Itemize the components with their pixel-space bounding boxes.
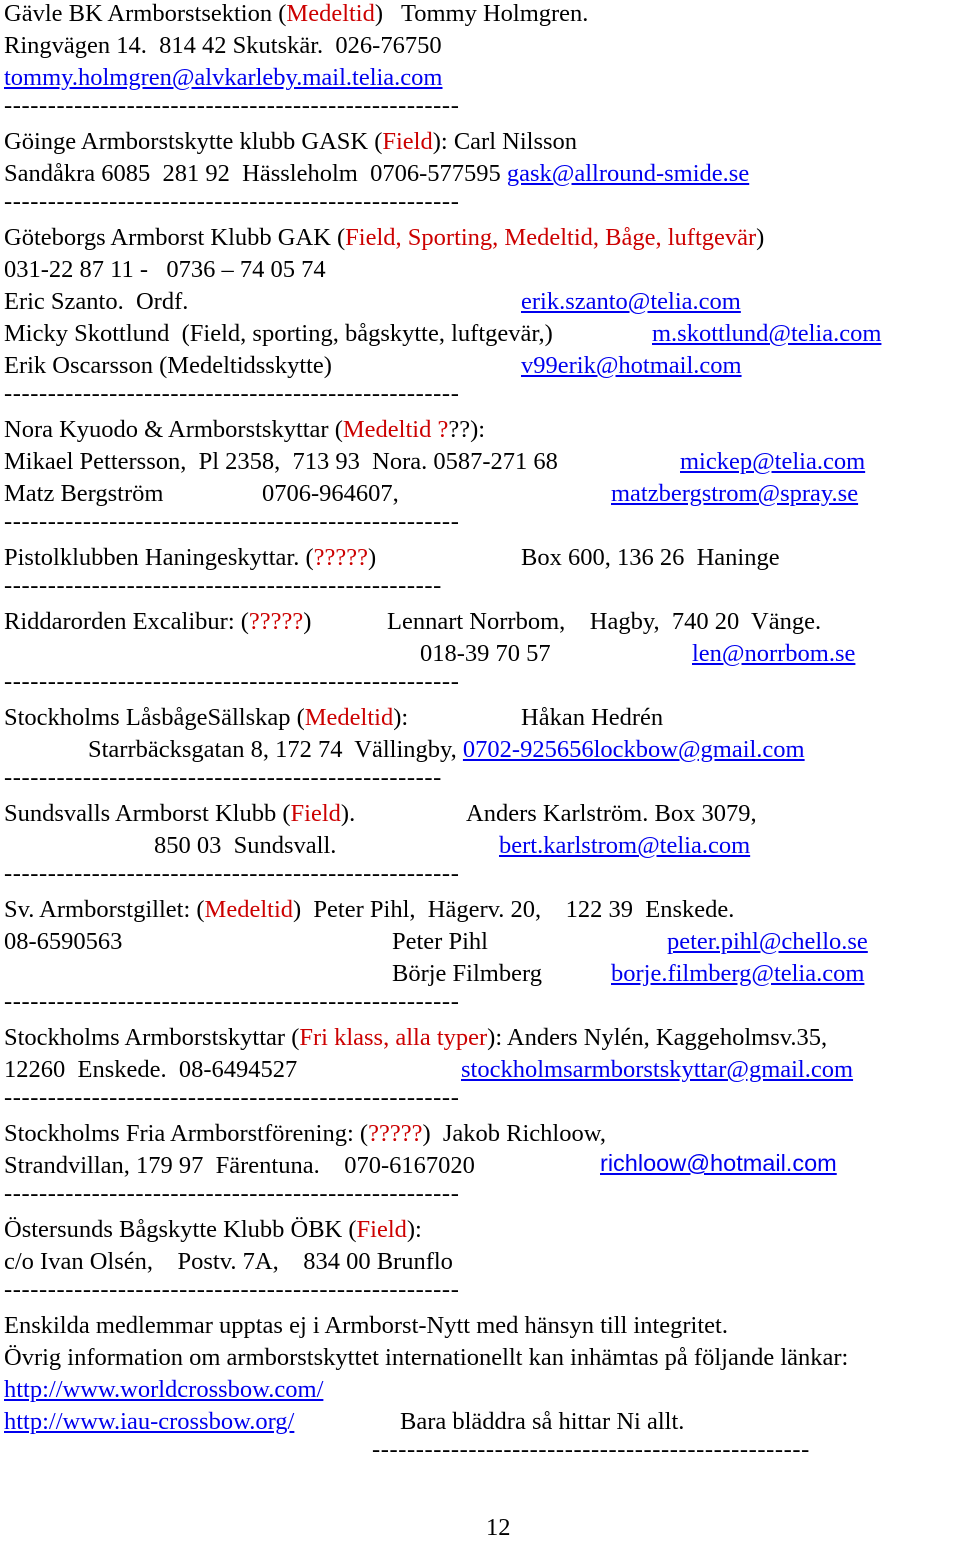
separator: ---------------------------------------------------- [4,988,460,1015]
separator: -------------------------------------------------- [372,1436,810,1463]
separator: ---------------------------------------------------- [4,1276,460,1303]
club-fria-title: Stockholms Fria Armborstförening: (?????) Jakob Richloow, [4,1120,606,1147]
separator: ---------------------------------------------------- [4,1084,460,1111]
club-gak-contact-2-email-link[interactable]: m.skottlund@telia.com [652,320,882,347]
separator: ---------------------------------------------------- [4,860,460,887]
club-lasbage-address: Starrbäcksgatan 8, 172 74 Vällingby, 0702-925656lockbow@gmail.com [88,736,805,763]
separator: -------------------------------------------------- [4,572,442,599]
club-stockholms-armborstskyttar-title: Stockholms Armborstskyttar (Fri klass, alla typer): Anders Nylén, Kaggeholmsv.35, [4,1024,828,1051]
club-gak-contact-3-email-link[interactable]: v99erik@hotmail.com [521,352,742,379]
club-excalibur-contact: Lennart Norrbom, Hagby, 740 20 Vänge. [387,608,822,635]
separator: ---------------------------------------------------- [4,668,460,695]
club-sundsvall-city: 850 03 Sundsvall. [154,832,337,859]
club-fria-address: Strandvillan, 179 97 Färentuna. 070-6167020 [4,1152,475,1179]
club-nora-title: Nora Kyuodo & Armborstskyttar (Medeltid ???): [4,416,486,443]
club-obk-title: Östersunds Bågskytte Klubb ÖBK (Field): [4,1216,422,1243]
club-armborstgillet-contact-2-email-link[interactable]: borje.filmberg@telia.com [611,960,865,987]
club-sundsvall-title: Sundsvalls Armborst Klubb (Field). [4,800,356,827]
club-gavle-email-row [4,66,443,91]
club-armborstgillet-title: Sv. Armborstgillet: (Medeltid) Peter Pihl, Hägerv. 20, 122 39 Enskede. [4,896,735,923]
club-gask-address: Sandåkra 6085 281 92 Hässleholm 0706-577595 gask@allround-smide.se [4,160,750,187]
footer-info: Övrig information om armborstskyttet internationellt kan inhämtas på följande länkar: [4,1344,849,1371]
separator: ---------------------------------------------------- [4,380,460,407]
club-excalibur-title: Riddarorden Excalibur: (?????) [4,608,312,635]
worldcrossbow-link[interactable]: http://www.worldcrossbow.com/ [4,1376,324,1403]
separator: ---------------------------------------------------- [4,508,460,535]
club-lasbage-contact: Håkan Hedrén [521,704,664,731]
club-gak-title: Göteborgs Armborst Klubb GAK (Field, Sporting, Medeltid, Båge, luftgevär) [4,224,765,251]
footer-note: Enskilda medlemmar upptas ej i Armborst-Nytt med hänsyn till integritet. [4,1312,728,1339]
footer-link-row-2 [4,1410,294,1435]
club-gask-email-link[interactable]: gask@allround-smide.se [506,160,750,187]
club-stockholms-armborstskyttar-email-link[interactable]: stockholmsarmborstskyttar@gmail.com [461,1056,854,1083]
club-gak-contact-3: Erik Oscarsson (Medeltidsskytte) [4,352,332,379]
club-lasbage-email-link[interactable]: 0702-925656lockbow@gmail.com [462,736,805,763]
iau-crossbow-link[interactable]: http://www.iau-crossbow.org/ [4,1408,295,1435]
club-lasbage-title: Stockholms LåsbågeSällskap (Medeltid): [4,704,409,731]
club-gak-chair: Eric Szanto. Ordf. [4,288,189,315]
club-haninge-title: Pistolklubben Haningeskyttar. (?????) [4,544,377,571]
separator: ---------------------------------------------------- [4,92,460,119]
club-armborstgillet-contact-1: Peter Pihl [392,928,488,955]
club-gavle-email-link[interactable]: tommy.holmgren@alvkarleby.mail.telia.com [4,64,443,91]
club-nora-contact-2-email-link[interactable]: matzbergstrom@spray.se [611,480,859,507]
page-number: 12 [486,1514,511,1541]
separator: -------------------------------------------------- [4,764,442,791]
club-armborstgillet-contact-2: Börje Filmberg [392,960,542,987]
club-nora-contact-2: Matz Bergström [4,480,164,507]
club-nora-contact-2-phone: 0706-964607, [262,480,399,507]
footer-link-row-1 [4,1378,323,1403]
club-gavle-title: Gävle BK Armborstsektion (Medeltid) Tommy Holmgren. [4,0,589,27]
club-gask-title: Göinge Armborstskytte klubb GASK (Field): Carl Nilsson [4,128,578,155]
club-gak-chair-email-link[interactable]: erik.szanto@telia.com [521,288,741,315]
club-gak-contact-2: Micky Skottlund (Field, sporting, bågskytte, luftgevär,) [4,320,553,347]
club-haninge-address: Box 600, 136 26 Haninge [521,544,780,571]
club-sundsvall-email-link[interactable]: bert.karlstrom@telia.com [499,832,751,859]
club-obk-address: c/o Ivan Olsén, Postv. 7A, 834 00 Brunflo [4,1248,453,1275]
club-nora-contact-1-email-link[interactable]: mickep@telia.com [680,448,866,475]
club-armborstgillet-contact-1-email-link[interactable]: peter.pihl@chello.se [667,928,868,955]
club-gavle-address: Ringvägen 14. 814 42 Skutskär. 026-76750 [4,32,442,59]
club-armborstgillet-phone: 08-6590563 [4,928,123,955]
club-excalibur-phone: 018-39 70 57 [420,640,551,667]
footer-tail-text: Bara bläddra så hittar Ni allt. [400,1408,685,1435]
club-stockholms-armborstskyttar-address: 12260 Enskede. 08-6494527 [4,1056,298,1083]
separator: ---------------------------------------------------- [4,1180,460,1207]
separator: ---------------------------------------------------- [4,188,460,215]
club-gak-phones: 031-22 87 11 - 0736 – 74 05 74 [4,256,326,283]
club-nora-contact-1: Mikael Pettersson, Pl 2358, 713 93 Nora. 0587-271 68 [4,448,558,475]
club-fria-email-link[interactable]: richloow@hotmail.com [600,1150,837,1176]
club-excalibur-email-link[interactable]: len@norrbom.se [692,640,856,667]
club-sundsvall-contact: Anders Karlström. Box 3079, [466,800,757,827]
